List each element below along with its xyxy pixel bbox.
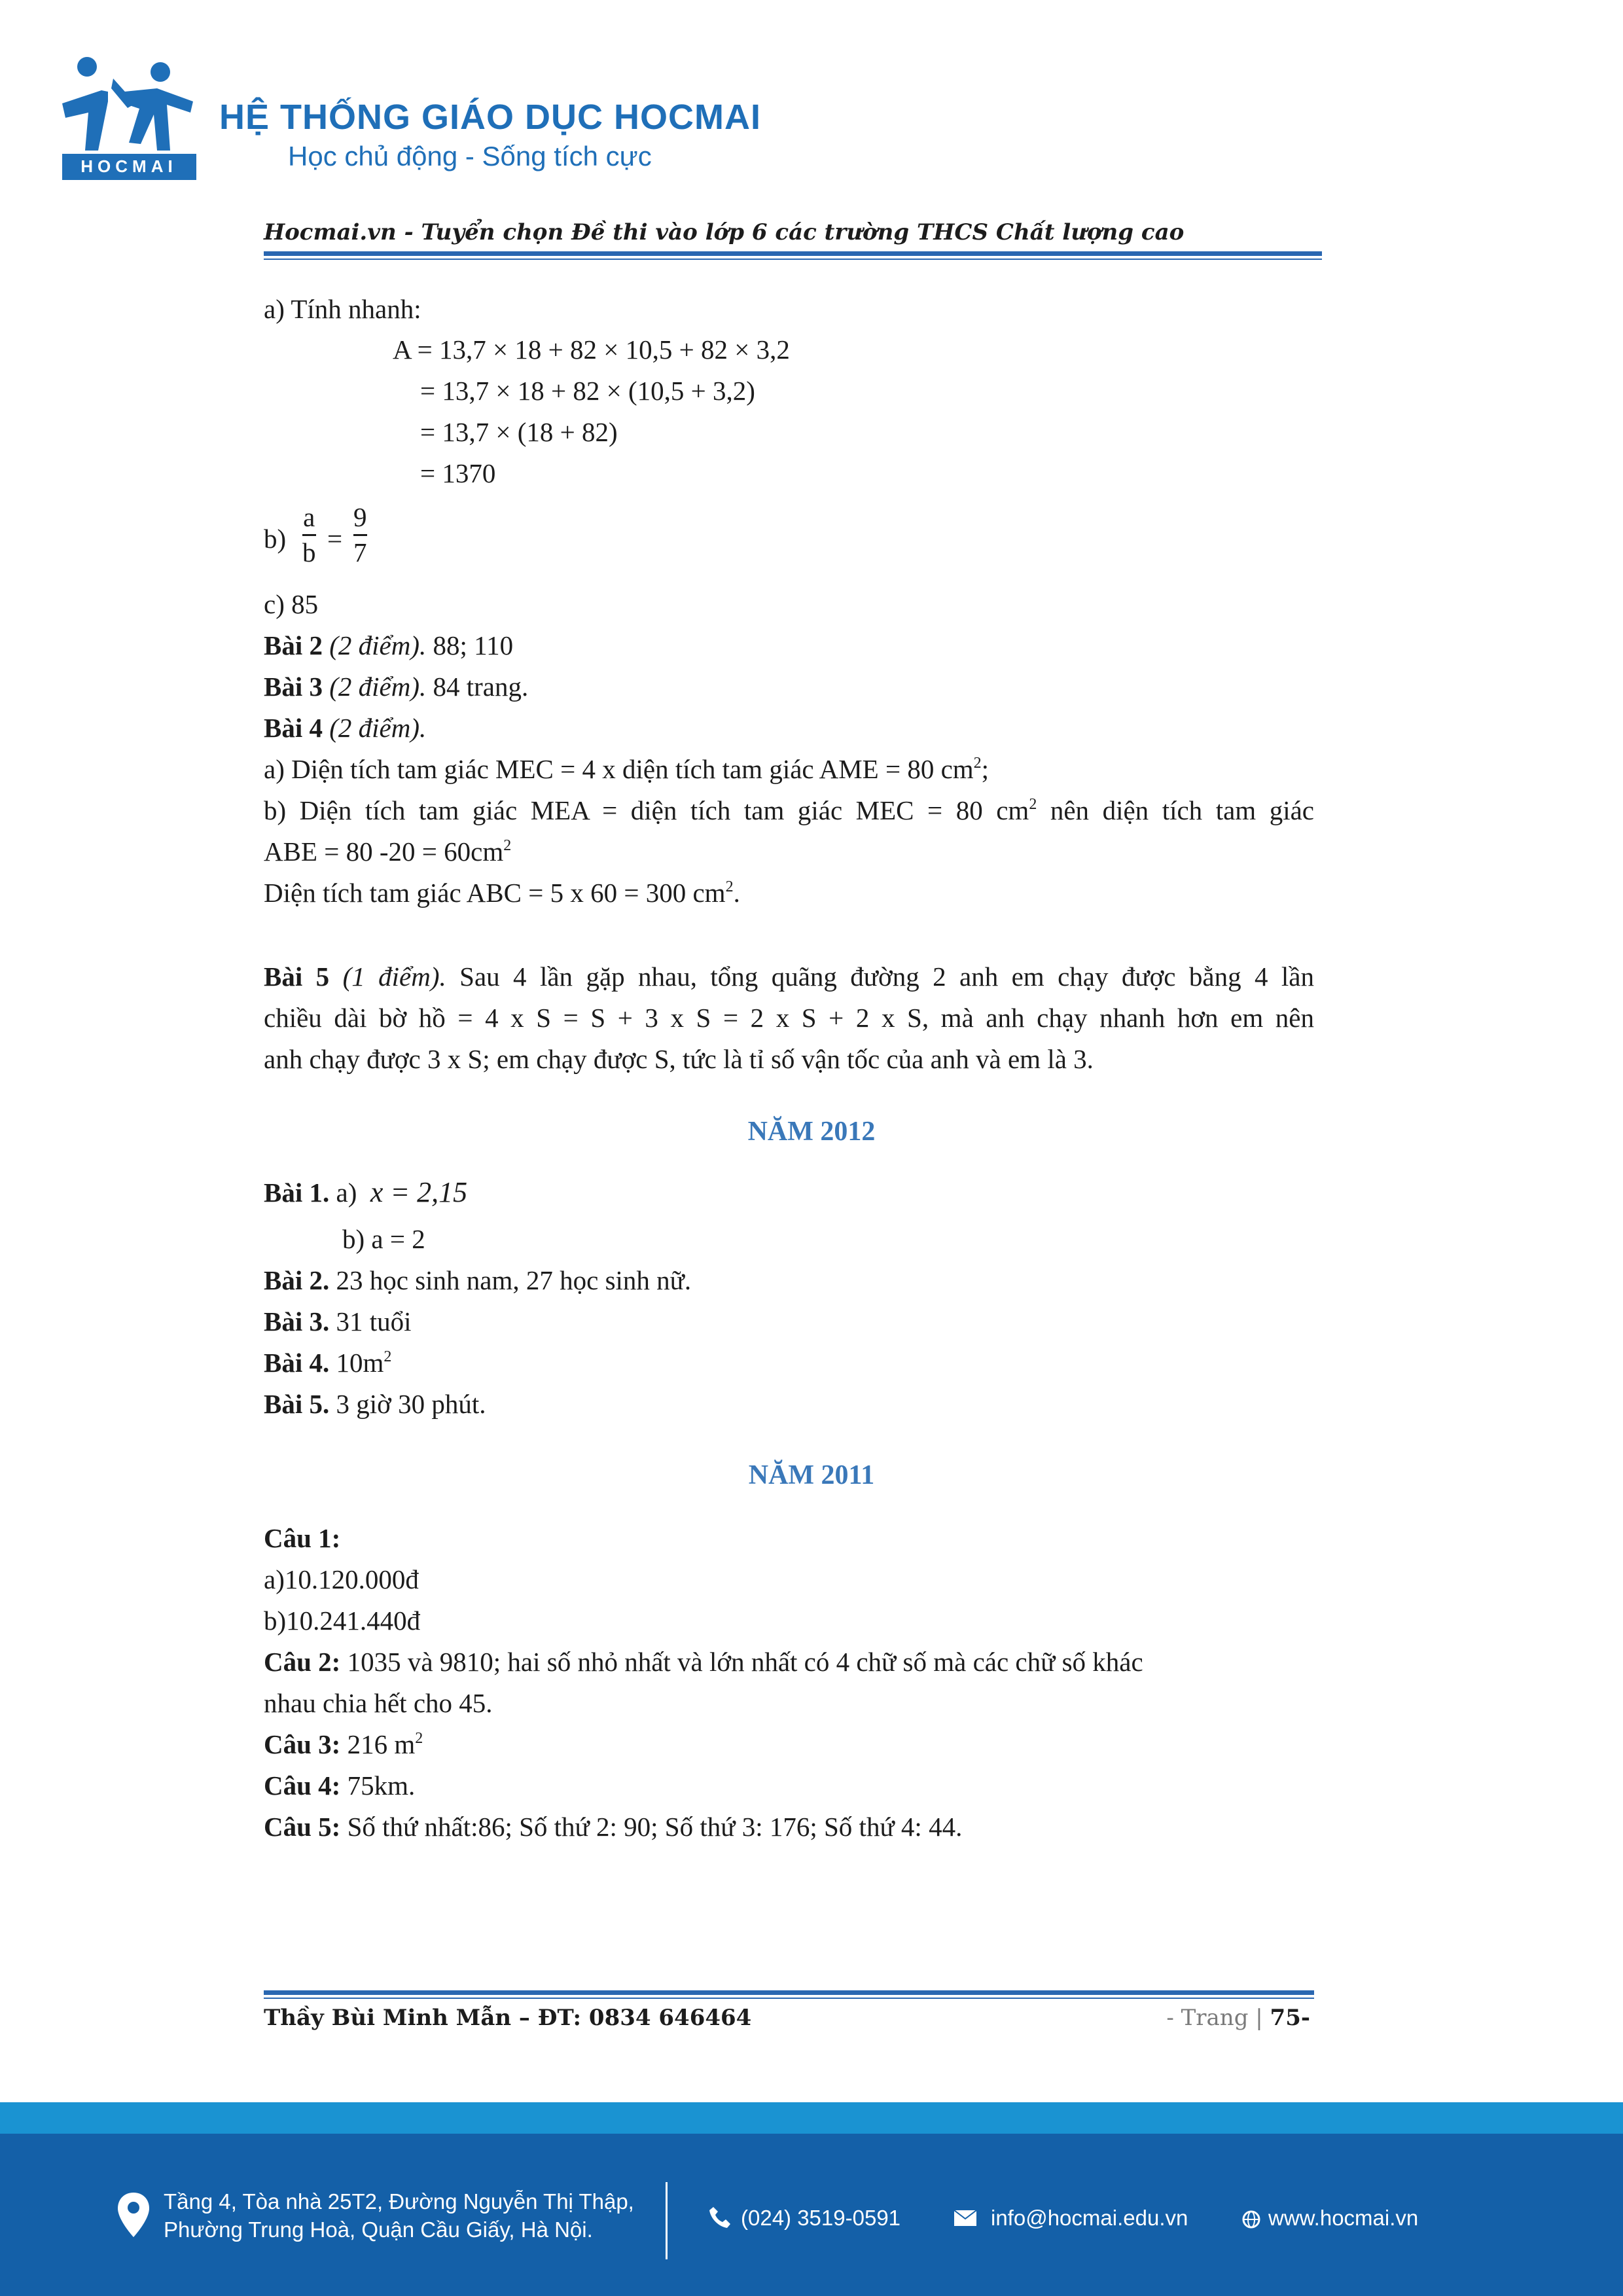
address-line-2: Phường Trung Hoà, Quận Cầu Giấy, Hà Nội. [164, 2217, 593, 2242]
bai2-label: Bài 2. [264, 1265, 330, 1295]
cau4 [264, 1772, 415, 1799]
hocmai-logo [62, 52, 196, 180]
cau2-label: Câu 2: [264, 1647, 341, 1677]
y2012-bai4 [264, 1350, 391, 1376]
superscript: 2 [415, 1730, 423, 1747]
cau4-text: 75km. [340, 1770, 416, 1801]
y2012-bai2 [264, 1267, 691, 1294]
bai4-text: 10m [329, 1348, 384, 1378]
bai5-label: Bài 5 [264, 961, 330, 992]
cau5-text: Số thứ nhất:86; Số thứ 2: 90; Số thứ 3: 176; Số thứ 4: 44. [340, 1812, 963, 1842]
cau2-line2: nhau chia hết cho 45. [264, 1688, 493, 1718]
header-rule [264, 251, 1322, 256]
phone-number[interactable]: (024) 3519-0591 [741, 2206, 901, 2230]
bai3-points: (2 điểm). [329, 672, 427, 702]
bai2-label: Bài 2 [264, 630, 323, 660]
bai4-c-text: Diện tích tam giác ABC = 5 x 60 = 300 cm [264, 878, 726, 908]
cau2-line1 [264, 1649, 1143, 1676]
part-b-label: b) [264, 524, 287, 554]
bai4-a-text: a) Diện tích tam giác MEC = 4 x diện tích tam giác AME = 80 cm [264, 754, 974, 784]
fraction-denominator: b [302, 537, 316, 567]
bai4-b1-text: b) Diện tích tam giác MEA = diện tích tam giác MEC = 80 cm [264, 795, 1029, 825]
superscript: 2 [725, 878, 734, 895]
bai4-b2-text: ABE = 80 -20 = 60cm [264, 836, 504, 867]
globe-icon [1242, 2210, 1260, 2229]
superscript: 2 [1029, 796, 1037, 813]
cau4-label: Câu 4: [264, 1770, 341, 1801]
address-line-1: Tầng 4, Tòa nhà 25T2, Đường Nguyễn Thị Thập, [164, 2189, 634, 2214]
bai2-text: 88; 110 [426, 630, 514, 660]
superscript: 2 [503, 837, 512, 854]
fraction-9-7 [353, 504, 367, 566]
heading-2012: NĂM 2012 [747, 1117, 876, 1147]
part-a-label: a) Tính nhanh: [264, 294, 421, 324]
bai2-text: 23 học sinh nam, 27 học sinh nữ. [329, 1265, 692, 1295]
bai2-line [264, 632, 513, 659]
bai1-label: Bài 1. [264, 1177, 330, 1208]
fraction-bar [302, 534, 316, 536]
y2012-bai1-b: b) a = 2 [342, 1224, 425, 1254]
bai5-line1 [264, 963, 1314, 990]
logo-text: HOCMAI [80, 156, 177, 176]
bai5-text: Sau 4 lần gặp nhau, tổng quãng đường 2 anh em chạy được bằng 4 lần [446, 961, 1315, 992]
fraction-equals: = [327, 524, 343, 554]
superscript: 2 [383, 1348, 392, 1365]
bai4-points: (2 điểm). [329, 713, 427, 743]
brand-slogan: Học chủ động - Sống tích cực [288, 141, 652, 171]
footer-separator [666, 2182, 668, 2259]
book-title: Hocmai.vn - Tuyển chọn Đề thi vào lớp 6 các trường THCS Chất lượng cao [264, 219, 1185, 245]
cau1-label: Câu 1: [264, 1523, 341, 1553]
bai3-label: Bài 3. [264, 1306, 330, 1336]
bai3-text: 84 trang. [426, 672, 529, 702]
calc-line-3: = 13,7 × (18 + 82) [420, 417, 618, 447]
brand-title: HỆ THỐNG GIÁO DỤC HOCMAI [219, 98, 761, 137]
superscript: 2 [973, 755, 982, 772]
bai2-points: (2 điểm). [329, 630, 427, 660]
bai4-label: Bài 4 [264, 713, 323, 743]
website-link[interactable]: www.hocmai.vn [1268, 2206, 1419, 2230]
cau3-label: Câu 3: [264, 1729, 341, 1759]
footer-rule-thin [264, 1998, 1314, 1999]
cau3-text: 216 m [340, 1729, 416, 1759]
y2012-bai1 [264, 1178, 467, 1207]
bai4-a [264, 756, 989, 783]
bai4-b1-end: nên diện tích tam giác [1037, 795, 1314, 825]
y2012-bai5 [264, 1391, 486, 1418]
bai4-line [264, 715, 426, 742]
calc-line-2: = 13,7 × 18 + 82 × (10,5 + 3,2) [420, 376, 755, 406]
cau3 [264, 1731, 423, 1758]
cau1-a: a)10.120.000đ [264, 1564, 419, 1594]
bai4-b-line1 [264, 797, 1314, 824]
fraction-denominator: 7 [353, 537, 367, 567]
bai1-a: a) [329, 1177, 357, 1208]
fraction-bar [353, 534, 367, 536]
bai5-line2: chiều dài bờ hồ = 4 x S = S + 3 x S = 2 x S + 2 x S, mà anh chạy nhanh hơn em nên [264, 1003, 1314, 1033]
bai1-a-expr: x = 2,15 [370, 1176, 468, 1208]
bai5-points: (1 điểm). [342, 961, 446, 992]
calc-line-4: = 1370 [420, 458, 496, 488]
author-line: Thầy Bùi Minh Mẫn – ĐT: 0834 646464 [264, 2005, 752, 2031]
page-number [1166, 2005, 1310, 2031]
bai5-text: 3 giờ 30 phút. [329, 1389, 486, 1419]
bai3-label: Bài 3 [264, 672, 323, 702]
bai4-c-end: . [733, 878, 740, 908]
footer-band-light [0, 2102, 1623, 2134]
page-number-value: 75 [1270, 2005, 1301, 2031]
fraction-numerator: 9 [353, 502, 367, 532]
page-suffix: - [1300, 2005, 1310, 2031]
bai4-a-end: ; [981, 754, 990, 784]
calc-line-1: A = 13,7 × 18 + 82 × 10,5 + 82 × 3,2 [393, 334, 790, 365]
bai3-line [264, 673, 528, 700]
bai5-label: Bài 5. [264, 1389, 330, 1419]
fraction-numerator: a [303, 502, 315, 532]
page-prefix: - Trang | [1166, 2005, 1270, 2031]
bai4-label: Bài 4. [264, 1348, 330, 1378]
y2012-bai3 [264, 1308, 412, 1335]
bai4-b-line2 [264, 838, 511, 865]
bai5-line3: anh chạy được 3 x S; em chạy được S, tức là tỉ số vận tốc của anh và em là 3. [264, 1044, 1094, 1074]
footer-rule [264, 1990, 1314, 1995]
location-pin-icon [118, 2193, 149, 2237]
bai4-c [264, 880, 740, 906]
email-icon [954, 2210, 976, 2226]
cau5 [264, 1814, 962, 1840]
heading-2011: NĂM 2011 [748, 1460, 875, 1490]
phone-icon [708, 2206, 732, 2229]
fraction-a-b [302, 504, 316, 566]
part-c: c) 85 [264, 589, 319, 619]
bai3-text: 31 tuổi [329, 1306, 412, 1336]
cau5-label: Câu 5: [264, 1812, 341, 1842]
cau1-b: b)10.241.440đ [264, 1605, 421, 1636]
cau2-text: 1035 và 9810; hai số nhỏ nhất và lớn nhất có 4 chữ số mà các chữ số khác [340, 1647, 1143, 1677]
email-link[interactable]: info@hocmai.edu.vn [991, 2206, 1188, 2230]
header-rule-thin [264, 259, 1322, 260]
